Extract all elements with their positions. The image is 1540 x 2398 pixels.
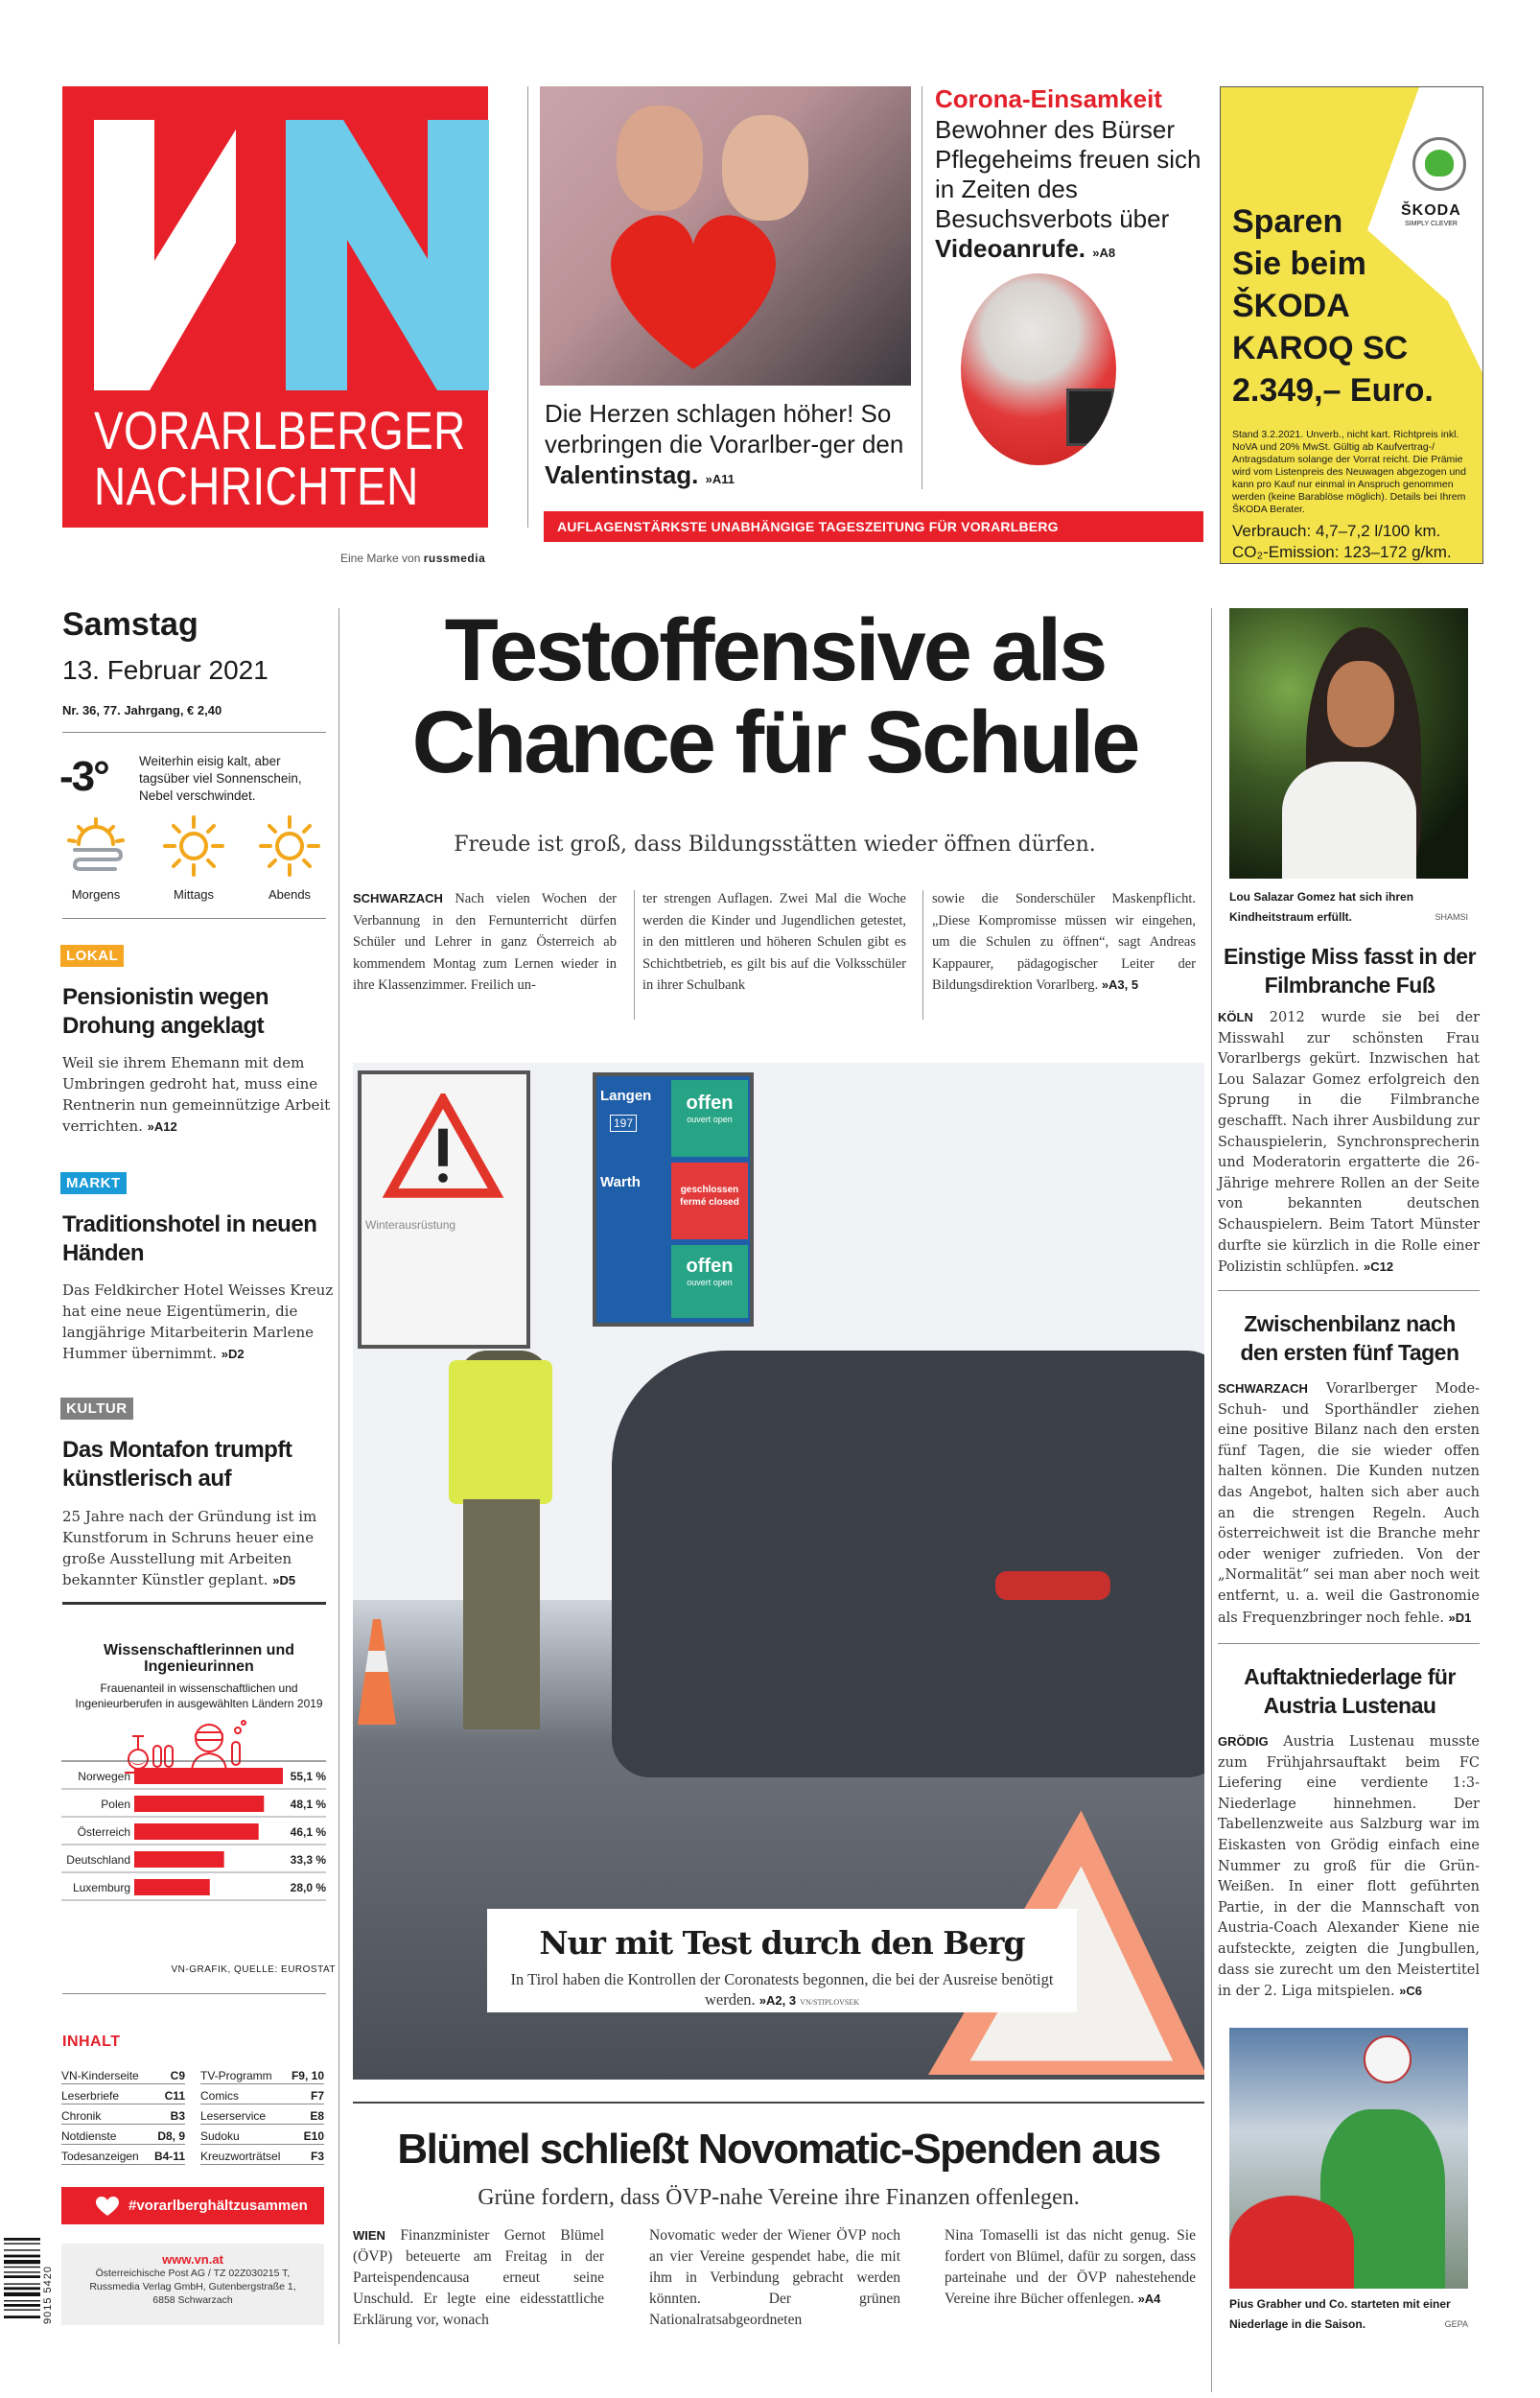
story-headline[interactable]: Einstige Miss fasst in der Filmbranche Fuß [1223,944,1477,998]
tagline-bar: AUFLAGENSTÄRKSTE UNABHÄNGIGE TAGESZEITUNG FÜR VORARLBERG [544,511,1203,542]
divider [634,890,635,1020]
lead-body: sowie die Sonderschüler Maskenpflicht. „Diese Kompromisse müssen wir eingehen, um die Schulen zu öffnen“, sagt Andreas Kappaurer, pädagogischer Leiter der Bildungsdirektion Vorarlberg. [932,891,1196,993]
page-ref: »A4 [1137,2292,1161,2306]
sign-open [671,1245,748,1318]
toc-item[interactable] [61,2146,185,2165]
photo-football [1364,2035,1412,2083]
lead-column-3 [932,888,1196,997]
ad-emission-line: CO₂-Emission: 123–172 g/km. [1232,543,1452,561]
sign-text: geschlossen [680,1185,739,1195]
caption-body: Pius Grabher und Co. starteten mit einer Niederlage in die Saison. [1229,2297,1451,2331]
story-text [62,1280,336,1365]
valentine-photo[interactable] [540,86,911,386]
ad-headline-line: Sparen [1232,203,1343,240]
toc-label: Sudoku [200,2129,240,2143]
toc-item[interactable] [61,2126,185,2145]
story-headline[interactable]: Pensionistin wegen Drohung angeklagt [62,984,269,1039]
teaser-bold: Videoanrufe. [935,234,1086,263]
chart-source: VN-GRAFIK, QUELLE: EUROSTAT [171,1964,336,1975]
second-subhead: Grüne fordern, dass ÖVP-nahe Vereine ihre Finanzen offenlegen. [478,2185,1080,2210]
story-body: Austria Lustenau musste zum Frühjahrsauftakt beim FC Liefering eine verdiente 1:3-Niederlage hinnehmen. Der Tabellenzweite aus Salzburg war im Eiskasten von Grödig einfach eine Nummer zu groß für die Grün-Weißen. In einer flott geführten Partie, in der die Mannschaft von Austria-Coach Alexander Kiene nie aufsteckte, zeigten die Jungbullen, dass sie zurecht um den Meistertitel in der 2. Liga mitspielen. [1218,1734,1480,2000]
sign-text: fermé closed [680,1197,739,1208]
dateline: GRÖDIG [1218,1734,1269,1749]
chart-category-label: Deutschland [66,1853,130,1867]
photo-face [1327,661,1394,747]
divider [527,86,528,528]
chart-value-label: 28,0 % [290,1881,326,1894]
barcode-bar [4,2283,40,2284]
caption-body: In Tirol haben die Kontrollen der Coronatests begonnen, die bei der Ausreise benötigt werden. [510,1970,1054,2009]
inhalt-title: INHALT [62,2034,121,2050]
teaser-valentine[interactable] [545,398,909,495]
page-ref: »A12 [147,1119,177,1134]
toc-label: Chronik [61,2109,102,2123]
lead-column-1 [353,888,617,997]
brand-note-prefix: Eine Marke von [340,552,421,565]
chart-category-label: Österreich [77,1825,130,1839]
divider [62,1602,326,1605]
toc-page: C9 [170,2069,185,2082]
chart-value-label: 55,1 % [290,1770,326,1783]
logo-name [94,400,466,516]
story-text [1218,1007,1480,1279]
barcode-bar [4,2300,40,2301]
toc-item[interactable] [61,2065,185,2084]
toc-item[interactable] [200,2105,324,2125]
lead-body: Nach vielen Wochen der Verbannung in den Fernunterricht dürfen Schüler und Lehrer in ganz Österreich ab kommendem Montag zum Lernen wieder in ihre Klassenzimmer. Freilich un- [353,891,617,993]
teaser-kicker: Corona-Einsamkeit [935,84,1162,113]
chart-value-label: 46,1 % [290,1825,326,1839]
chart-category-label: Luxemburg [72,1881,130,1894]
lead-headline[interactable] [353,601,1197,791]
photo-car [612,1351,1204,1777]
football-photo[interactable] [1229,2028,1468,2289]
weather-temperature: -3° [59,753,108,800]
website-link[interactable]: www.vn.at [162,2252,223,2267]
story-body: Das Feldkircher Hotel Weisses Kreuz hat eine neue Eigentümerin, die langjährige Mitarbeiterin Marlene Hummer übernimmt. [62,1281,334,1362]
logo-name-line1: VORARLBERGER [94,400,466,460]
ad-brand: ŠKODA [1401,202,1461,219]
ad-headline-line: 2.349,– Euro. [1232,372,1434,409]
divider [1218,1290,1480,1291]
dateline: KÖLN [1218,1010,1253,1024]
dateline: SCHWARZACH [1218,1381,1308,1396]
story-text [1218,1378,1480,1629]
toc-item[interactable] [200,2065,324,2084]
caption-body: Lou Salazar Gomez hat sich ihren Kindheitstraum erfüllt. [1229,890,1414,924]
sun-fog-icon [65,815,127,877]
hashtag-banner[interactable] [61,2187,324,2224]
hashtag-text: #vorarlberghältzusammen [128,2198,308,2214]
story-headline[interactable]: Das Montafon trumpft künstlerisch auf [62,1437,292,1492]
lead-subhead: Freude ist groß, dass Bildungsstätten wieder öffnen dürfen. [454,833,1096,857]
page-ref: »A2, 3 [758,1993,797,2008]
chart-bar [134,1796,264,1812]
page-ref: »A11 [705,472,735,486]
barcode-bar [4,2275,40,2278]
second-headline[interactable]: Blümel schließt Novomatic-Spenden aus [397,2126,1160,2173]
toc-page: E10 [303,2129,324,2143]
photo-pass-sign [593,1072,754,1327]
story-text [1218,1731,1480,2003]
teaser-text: Die Herzen schlagen höher! So verbringen die Vorarlber-ger den [545,399,904,458]
toc-label: Leserbriefe [61,2089,120,2103]
story-body: Vorarlberger Mode- Schuh- und Sporthändler ziehen eine positive Bilanz nach den ersten fünf Tagen, die sie wieder offen halten können. Die Kunden nutzen das Angebot, halten sich aber auch an die strengen Regeln. Auch österreichweit ist die Branche mehr oder weniger zufrieden. Von der „Normalität“ sei man aber noch weit entfernt, u. a. weil die Gastronomie als Frequenzbringer noch fehle. [1218,1381,1480,1626]
ad-brand-sub: SIMPLY CLEVER [1405,221,1458,227]
chart-bar [134,1851,224,1868]
toc-label: Leserservice [200,2109,267,2123]
story-body: 25 Jahre nach der Gründung ist im Kunstforum in Schruns heuer eine große Ausstellung mit Arbeiten bekannter Künstler geplant. [62,1508,317,1588]
chart-title: Wissenschaftlerinnen und Ingenieurinnen [104,1642,294,1675]
toc-page: B3 [170,2109,185,2123]
chart-category-label: Polen [101,1798,130,1811]
photo-soldier-legs [463,1499,540,1729]
toc-item[interactable] [200,2085,324,2104]
divider [1211,608,1212,2392]
sun-icon [163,815,224,877]
toc-page: E8 [310,2109,324,2123]
chart-subtitle: Frauenanteil in wissenschaftlichen und Ingenieurberufen in ausgewählten Ländern 2019 [75,1681,323,1710]
divider [62,732,326,733]
second-column-1 [353,2225,604,2331]
toc-label: Comics [200,2089,240,2103]
photo-credit: GEPA [1444,2319,1468,2329]
lead-headline-line: Chance für Schule [411,694,1138,791]
toc-item[interactable] [61,2085,185,2104]
weather-period-label: Morgens [71,887,121,902]
divider [922,890,923,1020]
sun-icon [259,815,320,877]
toc-page: F3 [310,2150,324,2163]
barcode-bar [4,2271,40,2272]
page-ref: »D2 [221,1347,245,1361]
second-body: Finanzminister Gernot Blümel (ÖVP) beteuerte am Freitag in der Parteispendencausa erneut seine Unschuld. Er legte eine eidesstattliche Erklärung vor, wonach [353,2227,605,2328]
photo-laptop [1066,388,1114,446]
sign-text: Langen [600,1088,652,1104]
toc-page: D8, 9 [157,2129,185,2143]
weather-description: Weiterhin eisig kalt, aber tagsüber viel Sonnenschein, Nebel verschwindet. [139,754,302,803]
sign-road-number: 197 [610,1115,637,1132]
chart-bar [134,1768,283,1784]
footer-line: Österreichische Post AG / TZ 02Z030215 T, [95,2268,291,2279]
ad-fineprint: Stand 3.2.2021. Unverb., nicht kart. Richtpreis inkl. NoVA und 20% MwSt. Gültig ab Kaufvertrag-/ Antragsdatum solange der Vorrat reicht. Die Prämie wird vom Listenpreis des Neuwagen abgezogen und kann pro Kauf nur einmal in Anspruch genommen werden (keine Barablöse möglich). Details bei Ihrem ŠKODA Berater. [1232,429,1466,515]
chart-category-label: Norwegen [78,1770,130,1783]
skoda-logo-icon [1412,137,1466,191]
barcode [4,2238,40,2326]
toc-label: TV-Programm [200,2069,272,2082]
photo-credit: SHAMSI [1435,912,1468,922]
story-headline[interactable]: Traditionshotel in neuen Händen [62,1211,317,1266]
miss-photo[interactable] [1229,608,1468,879]
photo-caption-headline[interactable]: Nur mit Test durch den Berg [539,1924,1025,1962]
toc-label: Kreuzworträtsel [200,2150,281,2163]
photo-warning-sign [358,1070,530,1349]
barcode-bar [4,2260,40,2264]
barcode-bar [4,2267,40,2268]
toc-label: Notdienste [61,2129,117,2143]
sign-text: offen [686,1093,734,1114]
logo-letter-n [286,120,489,390]
divider [62,1993,326,1994]
lead-column-2: ter strengen Auflagen. Zwei Mal die Woche werden die Kinder und Jugendlichen getestet, in den mittleren und höheren Schulen gibt es Schichtbetrieb, es gilt bis auf die Volksschüler in ihrer Schulbank [642,891,906,993]
barcode-bar [4,2238,40,2241]
second-column-3 [945,2225,1196,2310]
barcode-number: 9015 5420 [42,2266,54,2324]
photo-caption [1229,2294,1468,2335]
toc-page: C11 [164,2089,185,2103]
teaser-bold: Valentinstag. [545,460,699,489]
barcode-bar [4,2255,40,2258]
barcode-bar [4,2304,40,2307]
photo-player-red [1229,2196,1354,2289]
sign-text: ouvert open [687,1115,733,1124]
photo-car-light [995,1571,1110,1600]
page-ref: »A8 [1092,246,1116,260]
page-ref: »C12 [1363,1259,1394,1275]
ad-consumption [1232,521,1452,563]
ad-consumption-line: Verbrauch: 4,7–7,2 l/100 km. [1232,522,1441,540]
section-tag-kultur[interactable]: KULTUR [60,1398,133,1420]
story-headline[interactable]: Auftaktniederlage für Austria Lustenau [1244,1664,1456,1718]
story-text [62,1506,336,1591]
sign-text: Warth [600,1174,641,1190]
sign-text: ouvert open [687,1278,733,1287]
teaser-videocall[interactable] [935,115,1208,268]
page-ref: »D5 [272,1573,296,1587]
dateline: SCHWARZACH [353,891,443,905]
sign-open [671,1080,748,1157]
heart-icon [96,2197,119,2216]
ad-headline-line: ŠKODA [1232,288,1350,324]
toc-page: B4-11 [153,2150,185,2163]
chart [61,1755,339,1962]
ad-headline-line: KAROQ SC [1232,330,1409,366]
warning-triangle-icon [381,1093,505,1199]
lead-headline-line: Testoffensive als [444,601,1106,699]
toc-page: F9, 10 [291,2069,324,2082]
toc-item[interactable] [61,2105,185,2125]
toc-item[interactable] [200,2126,324,2145]
videocall-photo[interactable] [961,273,1116,465]
chart-value-label: 33,3 % [290,1853,326,1867]
chart-bar [134,1879,210,1895]
section-tag-markt[interactable]: MARKT [60,1172,127,1194]
story-headline[interactable]: Zwischenbilanz nach den ersten fünf Tagen [1240,1311,1459,1365]
edition-date: 13. Februar 2021 [62,655,268,685]
heart-pillow [597,192,789,384]
photo-caption-box [487,1909,1077,2012]
vn-logo[interactable] [62,86,488,528]
story-body: Weil sie ihrem Ehemann mit dem Umbringen gedroht hat, muss eine Rentnerin nun gemeinnützige Arbeit verrichten. [62,1054,331,1135]
toc-item[interactable] [200,2146,324,2165]
sign-closed [671,1163,748,1239]
photo-caption [1229,887,1468,928]
page-ref: »A3, 5 [1101,977,1139,992]
second-body: Nina Tomaselli ist das nicht genug. Sie fordert von Blümel, dafür zu sorgen, dass parteinahe und der ÖVP nahestehende Vereine ihre Bücher offenlegen. [945,2227,1196,2307]
ad-headline-line: Sie beim [1232,246,1366,282]
logo-name-line2: NACHRICHTEN [94,456,419,516]
divider [1218,1643,1480,1644]
weather-period-label: Mittags [174,887,214,902]
divider [62,918,326,919]
footer-line: Russmedia Verlag GmbH, Gutenbergstraße 1, [89,2281,296,2292]
toc-label: Todesanzeigen [61,2150,139,2163]
photo-credit: VN/STIPLOVSEK [800,1998,860,2007]
sign-winter-text: Winterausrüstung [365,1218,456,1232]
photo-dress [1282,762,1416,879]
teaser-text: Bewohner des Bürser Pflegeheims freuen sich in Zeiten des Besuchsverbots über [935,115,1202,233]
sign-text: offen [686,1256,734,1277]
toc-page: F7 [310,2089,324,2103]
divider [353,2102,1204,2104]
second-column-2: Novomatic weder der Wiener ÖVP noch an vier Vereine gespendet habe, die mit ihm in Verbindung gebracht werden könnten. Der grünen Nationalratsabgeordneten [649,2227,900,2328]
edition-day: Samstag [62,606,198,643]
photo-caption-text [487,1969,1077,2012]
skoda-ad[interactable] [1220,86,1483,564]
edition-issue: Nr. 36, 77. Jahrgang, € 2,40 [62,703,222,717]
page-ref: »C6 [1399,1984,1423,1999]
russmedia-logo: russmedia [423,552,486,565]
toc-label: VN-Kinderseite [61,2069,139,2082]
barcode-bar [4,2309,40,2310]
logo-letter-v [94,120,292,390]
footer-line: 6858 Schwarzach [152,2294,233,2306]
barcode-bar [4,2243,40,2244]
barcode-bar [4,2292,40,2296]
divider [338,608,339,2344]
barcode-bar [4,2316,40,2318]
barcode-bar [4,2287,40,2290]
chart-value-label: 48,1 % [290,1798,326,1811]
photo-safety-vest [449,1360,552,1504]
ad-headline [1232,200,1462,411]
story-body: 2012 wurde sie bei der Misswahl zur schönsten Frau Vorarlbergs gekürt. Inzwischen hat Lou Salazar Gomez erfolgreich den Sprung in die Filmbranche geschafft. Nach ihrer Ausbildung zur Schauspielerin, Synchronsprecherin und Moderatorin ergatterte die 26-Jährige mehrere Rollen an der Seite von bekannten deutschen Schauspielern. Beim Tatort Münster durfte sie kürzlich in die Rolle einer Polizistin schlüpfen. [1218,1010,1480,1276]
story-text [62,1052,336,1138]
page-ref: »D1 [1448,1610,1472,1625]
chart-bar [134,1823,259,1840]
brand-note [340,552,485,565]
section-tag-lokal[interactable]: LOKAL [60,945,124,967]
dateline: WIEN [353,2228,385,2243]
footer-box [61,2244,324,2325]
barcode-bar [4,2249,40,2250]
weather-period-label: Abends [268,887,312,902]
